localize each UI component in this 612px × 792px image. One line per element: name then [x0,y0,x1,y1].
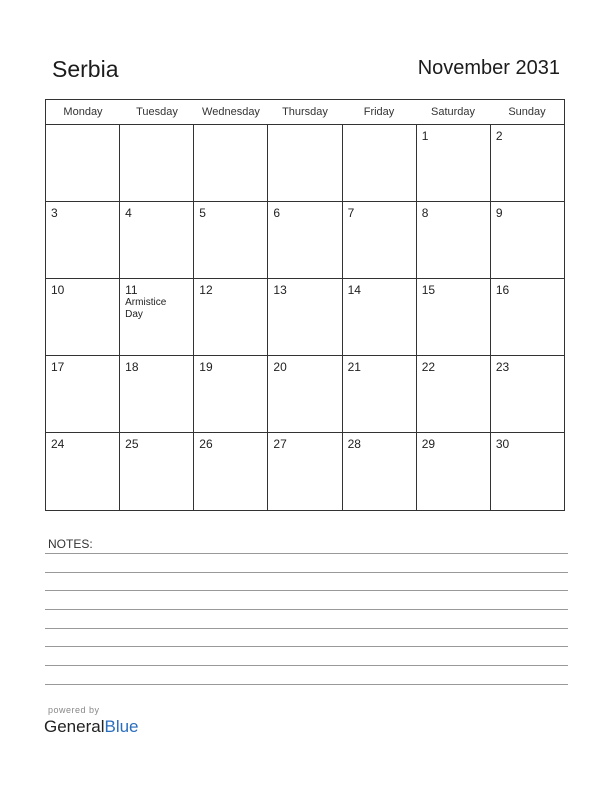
day-cell [46,279,120,355]
day-number: 23 [495,360,510,374]
day-cell [268,125,342,201]
day-number: 17 [51,360,65,374]
country-title: Serbia [52,56,119,82]
day-number: 20 [273,360,287,374]
notes-line [45,553,568,554]
day-cell [120,125,194,201]
day-cell [491,125,564,201]
day-number: 4 [125,206,132,220]
day-number: 12 [199,283,213,297]
day-number: 8 [421,206,429,220]
brand-general: General [44,717,105,736]
day-number: 1 [421,129,429,143]
notes-line [45,572,568,573]
day-cell [417,125,491,201]
week-row [46,279,564,356]
month-title: November 2031 [417,57,560,79]
notes-line [45,628,568,629]
generalblue-logo [44,717,139,737]
day-cell [491,433,564,511]
day-cell [343,125,417,201]
day-cell [46,202,120,278]
day-number: 3 [51,206,58,220]
day-cell [417,356,491,432]
day-cell [120,279,194,355]
day-number: 30 [495,437,510,451]
day-number: 6 [273,206,281,220]
day-cell [194,125,268,201]
day-number: 27 [273,437,287,451]
day-number: 14 [347,283,361,297]
day-number: 29 [421,437,436,451]
holiday-label: Armistice Day [125,297,167,320]
day-number: 16 [495,283,510,297]
day-cell [417,279,491,355]
notes-line [45,609,568,610]
day-cell [120,433,194,511]
weekday-label: Friday [363,106,395,118]
day-number: 5 [199,206,206,220]
weeks [46,125,564,511]
day-cell [417,202,491,278]
day-number: 28 [347,437,361,451]
day-cell [120,356,194,432]
brand-blue: Blue [104,717,139,736]
day-cell [417,433,491,511]
day-cell [194,356,268,432]
day-number: 9 [495,206,503,220]
week-row [46,202,564,279]
day-cell [268,279,342,355]
day-cell [491,279,564,355]
day-number: 18 [125,360,139,374]
notes-line [45,684,568,685]
weekday-label: Saturday [430,106,476,118]
week-row [46,125,564,202]
notes-line [45,665,568,666]
day-cell [268,433,342,511]
day-cell [491,356,564,432]
powered-by-text: powered by [48,705,100,715]
day-number: 15 [421,283,436,297]
day-cell [343,356,417,432]
day-number: 26 [199,437,213,451]
day-number: 19 [199,360,213,374]
day-number: 10 [51,283,65,297]
day-number: 25 [125,437,139,451]
day-number: 11 [125,283,138,297]
notes-label: NOTES: [48,537,93,551]
day-cell [343,433,417,511]
notes-line [45,590,568,591]
weekday-label: Tuesday [136,106,178,118]
week-row [46,356,564,433]
day-number: 21 [347,360,361,374]
day-cell [194,433,268,511]
day-number: 24 [51,437,65,451]
weekday-label: Thursday [282,106,328,118]
day-cell [194,279,268,355]
day-cell [120,202,194,278]
day-cell [46,356,120,432]
weekday-label: Sunday [508,106,546,118]
week-row [46,433,564,511]
day-number: 13 [273,283,287,297]
day-cell [343,279,417,355]
day-cell [46,125,120,201]
day-cell [46,433,120,511]
day-cell [268,202,342,278]
day-number: 7 [347,206,355,220]
day-number: 22 [421,360,436,374]
day-cell [491,202,564,278]
calendar-grid [45,99,565,511]
day-cell [268,356,342,432]
weekday-header [46,100,564,125]
day-cell [343,202,417,278]
notes-line [45,646,568,647]
weekday-label: Wednesday [202,106,260,118]
day-number: 2 [495,129,503,143]
day-cell [194,202,268,278]
weekday-label: Monday [63,106,103,118]
